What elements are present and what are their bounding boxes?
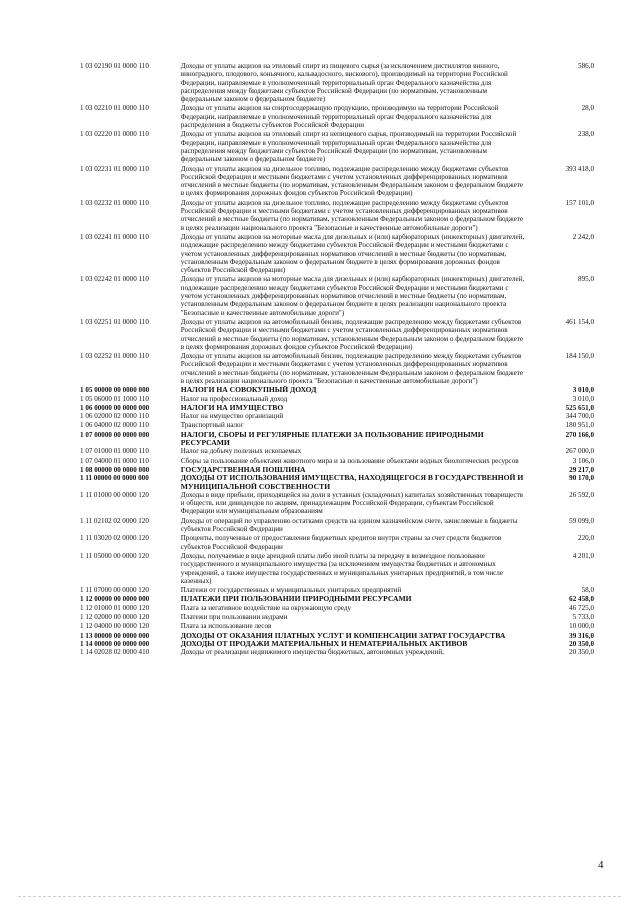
row-amount: 3 010,0 (572, 386, 594, 395)
row-code: 1 11 05000 00 0000 120 (80, 551, 149, 560)
row-name: Транспортный налог (180, 421, 244, 430)
row-name: Плата за использование лесов (180, 622, 272, 631)
table-row (80, 648, 594, 657)
table-row (80, 412, 594, 421)
row-name: Доходы от уплаты акцизов на моторные масла для дизельных и (или) карбюраторных (инжекторных) двигателей, подлежащие распределению между бюджетами субъектов Российской Федерации и местными бюджетами с учетом установленных дифференцированных нормативов отчислений в местные бюджеты (по нормативам, установленным Федеральным законом о федеральном бюджете в целях формирования дорожных фондов субъектов Российской Федерации) (180, 232, 525, 275)
row-name: Доходы от уплаты акцизов на дизельное топливо, подлежащие распределению между бюджетами субъектов Российской Федерации и местными бюджетами с учетом установленных дифференцированных нормативов отчислений в местные бюджеты (по нормативам, установленным Федеральным законом о федеральном бюджете в целях реализации национального проекта "Безопасные и качественные автомобильные дороги") (180, 198, 523, 232)
row-amount: 90 170,0 (569, 474, 594, 483)
table-row (80, 613, 594, 622)
row-amount: 180 951,0 (565, 421, 594, 430)
row-amount: 220,0 (578, 534, 594, 543)
table-row (80, 352, 594, 386)
row-name: Налог на добычу полезных ископаемых (180, 447, 302, 456)
row-code: 1 12 04000 00 0000 120 (80, 622, 150, 631)
row-code: 1 08 00000 00 0000 000 (80, 465, 150, 474)
row-code: 1 03 02251 01 0000 110 (80, 317, 149, 326)
row-code: 1 03 02232 01 0000 110 (80, 198, 149, 207)
row-code: 1 03 02190 01 0000 110 (80, 62, 149, 70)
row-amount: 28,0 (581, 104, 594, 113)
row-name: Доходы, получаемые в виде арендной платы либо иной платы за передачу в возмездное пользование государственного и муниципального имущества (за исключением имущества бюджетных и автономных учреждений, а также имущества государственных и муниципальных унитарных предприятий, в том числе казенных) (180, 551, 503, 585)
row-amount: 3 106,0 (572, 456, 594, 465)
row-name: Доходы от уплаты акцизов на дизельное топливо, подлежащие распределению между бюджетами субъектов Российской Федерации и местными бюджетами с учетом установленных дифференцированных нормативов отчислений в местные бюджеты (по нормативам, установленным Федеральным законом о федеральном бюджете в целях формирования дорожных фондов субъектов Российской Федерации) (180, 164, 523, 198)
row-name: НАЛОГИ НА ИМУЩЕСТВО (180, 402, 284, 412)
row-name: Сборы за пользование объектами животного мира и за пользование объектами водных биологических ресурсов (180, 456, 519, 465)
table-row (80, 233, 594, 275)
table-row (80, 457, 594, 466)
row-amount: 3 010,0 (572, 394, 594, 403)
table-row (80, 534, 594, 552)
row-code: 1 05 00000 00 0000 000 (80, 386, 150, 395)
row-code: 1 03 02252 01 0000 110 (80, 352, 149, 361)
row-amount: 62 458,0 (569, 595, 594, 604)
row-name: Налог на профессиональный доход (180, 394, 288, 403)
row-code: 1 03 02241 01 0000 110 (80, 232, 149, 241)
row-name: Доходы от уплаты акцизов на спиртосодержащую продукцию, производимую на территории Российской Федерации, направляемые в уполномоченный территориальный орган Федерального казначейства для распределения в бюджеты субъектов Российской Федерации (180, 104, 499, 130)
table-row (80, 199, 594, 233)
row-amount: 5 733,0 (572, 613, 594, 621)
row-code: 1 13 00000 00 0000 000 (80, 631, 150, 640)
table-row (80, 275, 594, 317)
row-amount: 59 099,0 (569, 516, 594, 525)
row-code: 1 11 01000 00 0000 120 (80, 490, 149, 499)
table-section-row (80, 404, 594, 412)
row-amount: 4 201,0 (572, 551, 594, 560)
row-code: 1 11 00000 00 0000 000 (80, 474, 149, 483)
row-code: 1 11 07000 00 0000 120 (80, 586, 149, 595)
row-code: 1 06 02000 02 0000 110 (80, 412, 149, 421)
row-name: Доходы в виде прибыли, приходящейся на доли в уставных (складочных) капиталах хозяйственных товариществ и обществ, или дивидендов по акциям, принадлежащим Российской Федерации, субъектам Российской Федерации или муниципальным образованиям (180, 490, 524, 516)
row-name: ГОСУДАРСТВЕННАЯ ПОШЛИНА (180, 464, 306, 474)
row-code: 1 12 02000 00 0000 120 (80, 613, 150, 621)
table-row (80, 62, 594, 104)
row-amount: 586,0 (578, 62, 594, 70)
row-name: Платежи при пользовании недрами (180, 613, 288, 621)
row-amount: 10 000,0 (569, 622, 594, 631)
table-section-row (80, 474, 594, 491)
row-name: ДОХОДЫ ОТ ПРОДАЖИ МАТЕРИАЛЬНЫХ И НЕМАТЕРИАЛЬНЫХ АКТИВОВ (180, 638, 468, 648)
row-code: 1 03 02220 01 0000 110 (80, 130, 149, 139)
row-name: Проценты, полученные от предоставления бюджетных кредитов внутри страны за счет средств бюджетов субъектов Российской Федерации (180, 534, 502, 551)
row-amount: 29 217,0 (569, 465, 594, 474)
row-amount: 20 350,0 (569, 648, 594, 657)
row-amount: 157 101,0 (565, 198, 594, 207)
table-row (80, 552, 594, 586)
table-section-row (80, 431, 594, 448)
row-amount: 58,0 (581, 586, 594, 595)
row-name: НАЛОГИ, СБОРЫ И РЕГУЛЯРНЫЕ ПЛАТЕЖИ ЗА ПОЛЬЗОВАНИЕ ПРИРОДНЫМИ РЕСУРСАМИ (180, 429, 484, 448)
row-amount: 46 725,0 (569, 603, 594, 612)
row-name: Доходы от реализации недвижимого имущества бюджетных, автономных учреждений, (180, 648, 444, 657)
row-name: Доходы от уплаты акцизов на этиловый спирт из пищевого сырья (за исключением дистиллятов винного, виноградного, плодового, коньячного, кальвадосного, вискового), производимый на территории Российской Федерации, направляемые в уполномоченный территориальный орган Федерального казначейства для распределения между бюджетами субъектов Российской Федерации (по нормативам, установленным федеральным законом о федеральном бюджете) (180, 62, 508, 104)
row-code: 1 05 06000 01 1000 110 (80, 394, 149, 403)
revenue-table (80, 62, 594, 657)
table-row (80, 318, 594, 352)
row-code: 1 06 04000 02 0000 110 (80, 421, 149, 430)
table-row (80, 517, 594, 535)
row-code: 1 07 04000 01 0000 110 (80, 456, 149, 465)
table-row (80, 130, 594, 164)
row-name: Доходы от уплаты акцизов на автомобильный бензин, подлежащие распределению между бюджетами субъектов Российской Федерации и местными бюджетами с учетом установленных дифференцированных нормативов отчислений в местные бюджеты (по нормативам, установленным Федеральным законом о федеральном бюджете в целях формирования дорожных фондов субъектов Российской Федерации) (180, 317, 523, 351)
row-code: 1 11 02102 02 0000 120 (80, 516, 149, 525)
table-row (80, 395, 594, 404)
row-amount: 39 316,0 (569, 631, 594, 640)
row-name: Доходы от операций по управлению остатками средств на едином казначейском счете, зачисляемые в бюджеты субъектов Российской Федерации (180, 516, 518, 534)
table-row (80, 104, 594, 130)
row-code: 1 06 00000 00 0000 000 (80, 403, 150, 412)
row-amount: 895,0 (578, 275, 594, 284)
row-code: 1 12 00000 00 0000 000 (80, 595, 150, 604)
row-name: НАЛОГИ НА СОВОКУПНЫЙ ДОХОД (180, 385, 317, 395)
revenue-table-body (80, 62, 594, 657)
table-row (80, 165, 594, 199)
row-code: 1 14 02028 02 0000 410 (80, 648, 150, 657)
row-name: Доходы от уплаты акцизов на моторные масла для дизельных и (или) карбюраторных (инжекторных) двигателей, подлежащие распределению между бюджетами субъектов Российской Федерации и местными бюджетами с учетом установленных дифференцированных нормативов отчислений в местные бюджеты (по нормативам, установленным Федеральным законом о федеральном бюджете в целях реализации национального проекта "Безопасные и качественные автомобильные дороги") (180, 275, 525, 317)
row-amount: 344 700,0 (565, 412, 594, 421)
page-number: 4 (598, 859, 604, 871)
row-code: 1 12 01000 01 0000 120 (80, 603, 150, 612)
row-amount: 2 242,0 (572, 232, 594, 241)
row-name: Платежи от государственных и муниципальных унитарных предприятий (180, 586, 402, 595)
row-amount: 267 000,0 (565, 447, 594, 456)
row-name: ДОХОДЫ ОТ ИСПОЛЬЗОВАНИЯ ИМУЩЕСТВА, НАХОДЯЩЕГОСЯ В ГОСУДАРСТВЕННОЙ И МУНИЦИПАЛЬНОЙ СОБСТВЕННОСТИ (180, 473, 524, 491)
row-name: Доходы от уплаты акцизов на автомобильный бензин, подлежащие распределению между бюджетами субъектов Российской Федерации и местными бюджетами с учетом установленных дифференцированных нормативов отчислений в местные бюджеты (по нормативам, установленным Федеральным законом о федеральном бюджете в целях реализации национального проекта "Безопасные и качественные автомобильные дороги") (180, 352, 523, 385)
row-amount: 238,0 (578, 130, 594, 139)
table-section-row (80, 640, 594, 648)
row-amount: 270 166,0 (565, 430, 594, 439)
row-amount: 393 418,0 (565, 164, 594, 173)
row-amount: 184 150,0 (565, 352, 594, 361)
row-name: ДОХОДЫ ОТ ОКАЗАНИЯ ПЛАТНЫХ УСЛУГ И КОМПЕНСАЦИИ ЗАТРАТ ГОСУДАРСТВА (180, 630, 506, 640)
row-name: Доходы от уплаты акцизов на этиловый спирт из непищевого сырья, производимый на территории Российской Федерации, направляемые в уполномоченный территориальный орган Федерального казначейства для распределения между бюджетами субъектов Российской Федерации (по нормативам, установленным федеральным законом о федеральном бюджете) (180, 130, 517, 164)
row-amount: 20 350,0 (569, 639, 594, 648)
row-name: Налог на имущество организаций (180, 412, 284, 421)
page-bottom-divider (18, 896, 621, 897)
row-amount: 26 592,0 (569, 490, 594, 499)
row-code: 1 14 00000 00 0000 000 (80, 639, 150, 648)
table-row (80, 491, 594, 517)
row-amount: 525 651,0 (565, 403, 594, 412)
row-code: 1 07 01000 01 0000 110 (80, 447, 149, 456)
table-row (80, 447, 594, 456)
row-code: 1 03 02231 01 0000 110 (80, 164, 149, 173)
row-amount: 461 154,0 (565, 317, 594, 326)
row-name: ПЛАТЕЖИ ПРИ ПОЛЬЗОВАНИИ ПРИРОДНЫМИ РЕСУРСАМИ (180, 594, 412, 604)
row-code: 1 03 02210 01 0000 110 (80, 104, 149, 113)
row-code: 1 11 03020 02 0000 120 (80, 534, 149, 543)
row-code: 1 03 02242 01 0000 110 (80, 275, 149, 284)
table-row (80, 604, 594, 613)
row-name: Плата за негативное воздействие на окружающую среду (180, 603, 352, 612)
table-section-row (80, 386, 594, 394)
row-code: 1 07 00000 00 0000 000 (80, 430, 150, 439)
table-section-row (80, 595, 594, 603)
